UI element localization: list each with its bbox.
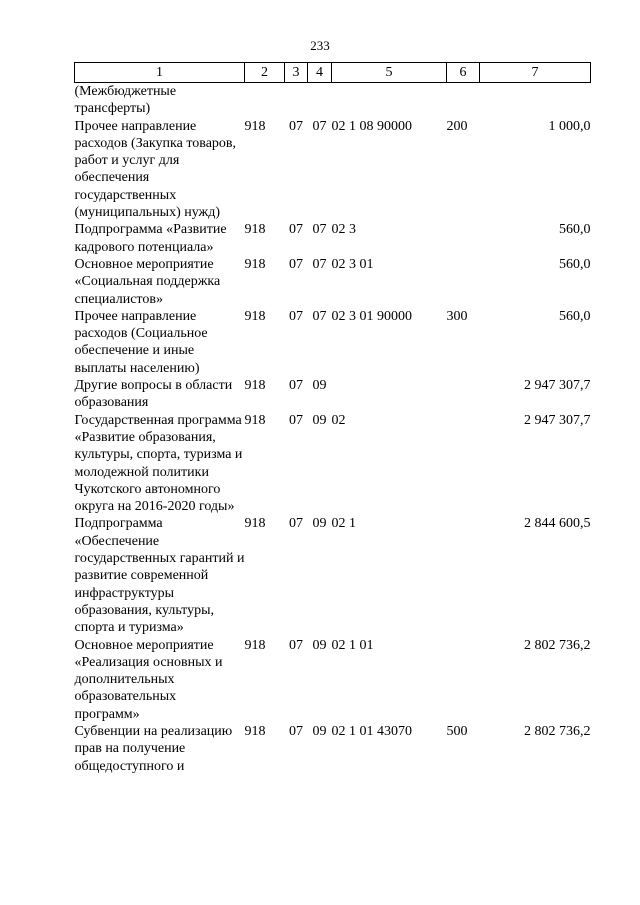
row-amount: 1 000,0 [548,118,591,134]
row-admin: 918 [244,516,266,532]
row-amount: 560,0 [559,308,591,324]
row-target: 02 1 01 43070 [331,723,412,739]
row-name: Подпрограмма «Развитие кадрового потенциала» [74,222,227,255]
header-col-5: 5 [332,63,447,83]
row-subsection: 09 [312,516,327,532]
row-name: Другие вопросы в области образования [74,378,233,411]
row-section: 07 [289,516,303,532]
row-target: 02 1 01 [331,637,374,653]
row-name: (Межбюджетные трансферты) [74,84,177,117]
table-row [75,723,591,775]
row-admin: 918 [244,308,266,324]
row-amount: 560,0 [559,256,591,272]
row-section [285,83,308,118]
row-admin: 918 [244,637,266,653]
header-col-7: 7 [480,63,591,83]
row-section: 07 [289,256,303,272]
row-subsection: 09 [312,637,327,653]
row-expense-type [447,256,480,308]
row-target: 02 3 01 [331,256,374,272]
row-subsection: 07 [312,118,327,134]
row-admin: 918 [244,118,266,134]
row-name: Субвенции на реализацию прав на получение общедоступного и [74,723,233,774]
row-admin: 918 [244,723,266,739]
row-admin: 918 [244,378,266,394]
row-expense-type [447,83,480,118]
row-name: Прочее направление расходов (Закупка товаров, работ и услуг для обеспечения государственных (муниципальных) нужд) [74,118,237,221]
row-target: 02 [331,412,346,428]
row-amount: 2 844 600,5 [524,516,591,532]
row-expense-type: 300 [446,308,468,324]
row-expense-type [447,515,480,636]
row-target: 02 3 [331,222,356,238]
row-target: 02 1 08 90000 [331,118,412,134]
row-section: 07 [289,118,303,134]
table-row [75,377,591,412]
table-row [75,515,591,636]
row-name: Подпрограмма «Обеспечение государственных гарантий и развитие современной инфраструктуры образования, культуры, спорта и туризма» [74,516,245,636]
row-amount: 560,0 [559,222,591,238]
row-admin: 918 [244,222,266,238]
row-expense-type [447,637,480,723]
header-col-1: 1 [75,63,245,83]
row-section: 07 [289,637,303,653]
row-subsection: 09 [312,378,327,394]
row-section: 07 [289,378,303,394]
row-section: 07 [289,723,303,739]
row-target: 02 3 01 90000 [331,308,412,324]
table-row [75,256,591,308]
header-col-2: 2 [245,63,285,83]
row-expense-type: 500 [446,723,468,739]
row-expense-type [447,221,480,256]
row-name: Государственная программа «Развитие образования, культуры, спорта, туризма и молодежной политики Чукотского автономного округа на 2016-2020 годы» [74,412,243,515]
table-row [75,308,591,377]
row-target [332,83,447,118]
row-section: 07 [289,412,303,428]
row-amount: 2 802 736,2 [524,637,591,653]
row-amount [480,83,591,118]
table-row [75,118,591,222]
row-subsection [308,83,332,118]
row-subsection: 07 [312,256,327,272]
row-section: 07 [289,222,303,238]
row-amount: 2 947 307,7 [524,412,591,428]
table-row [75,412,591,516]
table-row [75,83,591,118]
row-name: Основное мероприятие «Социальная поддержка специалистов» [74,256,221,307]
row-admin: 918 [244,256,266,272]
row-name: Прочее направление расходов (Социальное обеспечение и иные выплаты населению) [74,308,208,376]
budget-table [74,62,591,775]
row-target: 02 1 [331,516,356,532]
row-target [332,377,447,412]
row-subsection: 09 [312,412,327,428]
page-number: 233 [310,38,330,53]
row-expense-type: 200 [446,118,468,134]
row-subsection: 09 [312,723,327,739]
header-col-6: 6 [447,63,480,83]
row-subsection: 07 [312,222,327,238]
row-name: Основное мероприятие «Реализация основных и дополнительных образовательных программ» [74,637,223,722]
row-section: 07 [289,308,303,324]
row-expense-type [447,377,480,412]
row-expense-type [447,412,480,516]
row-admin: 918 [244,412,266,428]
row-admin [245,83,285,118]
header-col-4: 4 [308,63,332,83]
row-amount: 2 947 307,7 [524,378,591,394]
row-amount: 2 802 736,2 [524,723,591,739]
header-col-3: 3 [285,63,308,83]
table-row [75,637,591,723]
row-subsection: 07 [312,308,327,324]
table-row [75,221,591,256]
table-header-row [75,63,591,83]
